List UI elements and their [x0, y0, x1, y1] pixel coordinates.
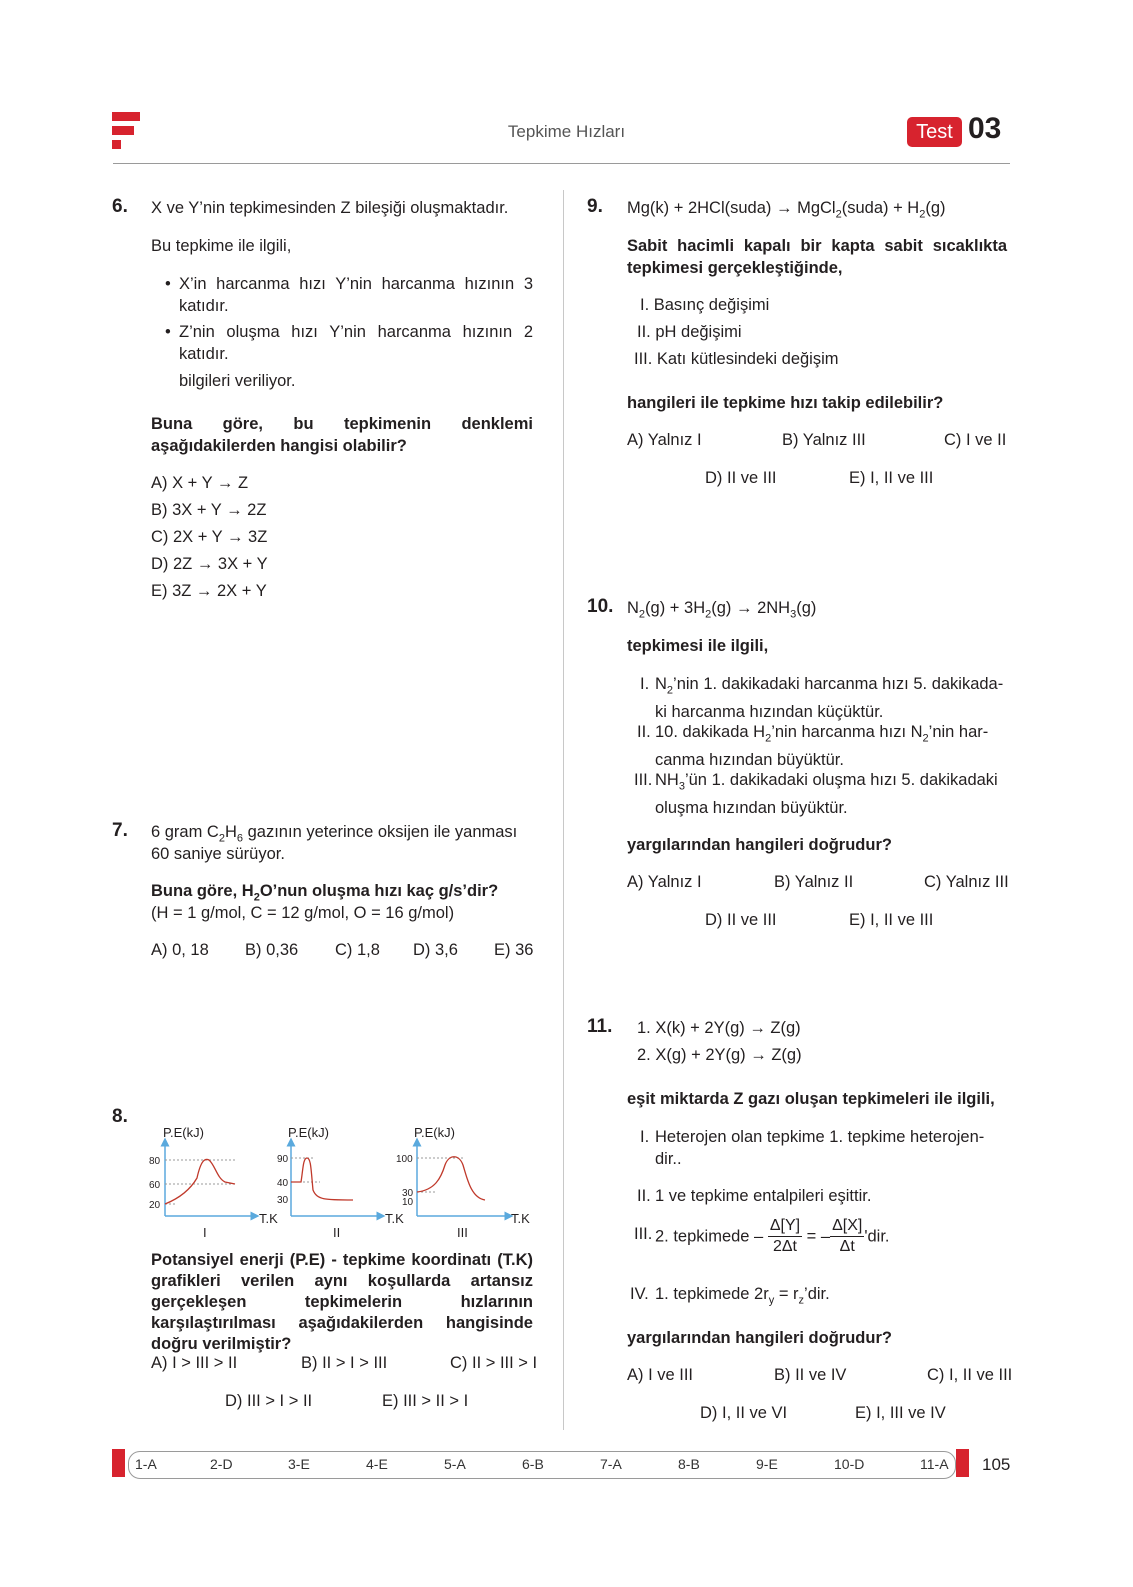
- page-number: 105: [982, 1455, 1011, 1474]
- bullet-icon: •: [165, 323, 171, 341]
- graph-1-tick-20: 20: [149, 1200, 161, 1211]
- energy-diagrams: [145, 1120, 540, 1245]
- graph-2-roman: II: [333, 1225, 341, 1240]
- question-9-equation: Mg(k) + 2HCl(suda) → MgCl$_2$(suda) + $H_2(g)$: [627, 199, 946, 221]
- answer-key-item: 10-D: [834, 1456, 865, 1472]
- question-7-masses: (H = 1 g/mol, C = 12 g/mol, O = 16 g/mol): [151, 904, 455, 922]
- question-6-option-b[interactable]: B) 3X + Y → 2Z: [151, 501, 267, 519]
- question-8-option-e[interactable]: E) III > II > I: [382, 1392, 469, 1410]
- question-10-item-2: 10. dakikada $H_2’nin$ harcanma hızı $N_2’nin$ har- canma hızından büyüktür.: [655, 723, 989, 770]
- bullet-icon: •: [165, 275, 171, 293]
- question-9-prompt: hangileri ile tepkime hızı takip edilebilir?: [627, 394, 944, 412]
- answer-key-item: 9-E: [756, 1456, 778, 1472]
- question-9-number: 9.: [587, 196, 603, 217]
- graph-1-tick-60: 60: [149, 1180, 161, 1191]
- question-11-reaction-1: 1. X(k) + 2Y(g) → Z(g): [637, 1019, 801, 1037]
- question-11-option-a[interactable]: A) I ve III: [627, 1366, 694, 1384]
- graph-2-ylabel: P.E(kJ): [288, 1125, 329, 1140]
- question-6-bullet-1: X’in harcanma hızı Y’nin harcanma hızının 3 katıdır.: [179, 275, 533, 315]
- question-9-option-a[interactable]: A) Yalnız I: [627, 431, 702, 449]
- graph-1-tick-80: 80: [149, 1156, 161, 1167]
- question-6-option-d[interactable]: D) 2Z → 3X + Y: [151, 555, 268, 573]
- test-number: 03: [968, 112, 1002, 145]
- question-9-option-b[interactable]: B) Yalnız III: [782, 431, 866, 449]
- question-10-item-1: $N_2’nin$ 1. dakikadaki harcanma hızı 5. dakikada- ki harcanma hızından küçüktür.: [655, 675, 1004, 722]
- question-9-item-1: I. Basınç değişimi: [640, 296, 770, 314]
- question-9-option-c[interactable]: C) I ve II: [944, 431, 1007, 449]
- fraction-y: $\frac{\Delta[Y]}{2\Delta t}$: [769, 1217, 801, 1255]
- question-7-line-2: 60 saniye sürüyor.: [151, 845, 285, 863]
- question-11-item-1: Heterojen olan tepkime 1. tepkime heterojen- dir..: [655, 1128, 985, 1168]
- fraction-x: $\frac{\Delta[X]}{\Delta t}$: [832, 1217, 863, 1255]
- graph-3-xlabel: T.K: [511, 1211, 530, 1226]
- question-8-prompt: Potansiyel enerji (P.E) - tepkime koordinatı (T.K) grafikleri verilen aynı koşullarda artansız gerçekleşen tepkimelerin hızlarının karşılaştırılması aşağıdakilerden hangisinde doğru verilmiştir?: [151, 1251, 533, 1353]
- question-11-option-e[interactable]: E) I, III ve IV: [855, 1404, 946, 1422]
- graph-2-tick-90: 90: [277, 1154, 289, 1165]
- question-11-item-1-num: I.: [640, 1128, 650, 1146]
- question-10-item-1-num: I.: [640, 675, 650, 693]
- question-10-equation: $N_2(g) + 3H_2(g) \to 2NH_3(g)$: [627, 599, 817, 621]
- energy-diagram-iii: [396, 1125, 530, 1240]
- question-8-option-d[interactable]: D) III > I > II: [225, 1392, 313, 1410]
- graph-3-roman: III: [457, 1225, 468, 1240]
- question-10-option-a[interactable]: A) Yalnız I: [627, 873, 702, 891]
- question-11-option-d[interactable]: D) I, II ve VI: [700, 1404, 788, 1422]
- graph-3-tick-10: 10: [402, 1197, 414, 1208]
- question-6-number: 6.: [112, 196, 128, 217]
- graph-2-tick-30: 30: [277, 1195, 289, 1206]
- question-10-item-2-num: II.: [637, 723, 651, 741]
- question-9-option-d[interactable]: D) II ve III: [705, 469, 777, 487]
- question-7-option-c[interactable]: C) 1,8: [335, 941, 380, 959]
- question-11-option-c[interactable]: C) I, II ve III: [927, 1366, 1013, 1384]
- graph-1-ylabel: P.E(kJ): [163, 1125, 204, 1140]
- question-10-prompt: yargılarından hangileri doğrudur?: [627, 836, 892, 854]
- question-10-lead: tepkimesi ile ilgili,: [627, 637, 769, 655]
- question-10-option-b[interactable]: B) Yalnız II: [774, 873, 854, 891]
- answer-key-item: 2-D: [210, 1456, 233, 1472]
- question-11-number: 11.: [587, 1016, 613, 1037]
- question-7-option-a[interactable]: A) 0, 18: [151, 941, 209, 959]
- graph-1-roman: I: [203, 1225, 207, 1240]
- question-11-lead: eşit miktarda Z gazı oluşan tepkimeleri ile ilgili,: [627, 1090, 995, 1108]
- question-10-option-d[interactable]: D) II ve III: [705, 911, 777, 929]
- footer-accent-right: [956, 1449, 969, 1477]
- question-6-option-a[interactable]: A) X + Y → Z: [151, 474, 249, 492]
- question-6-bullet-2: Z’nin oluşma hızı Y’nin harcanma hızının 2 katıdır.: [179, 323, 533, 363]
- answer-key-item: 7-A: [600, 1456, 622, 1472]
- question-6-intro: X ve Y’nin tepkimesinden Z bileşiği oluşmaktadır.: [151, 199, 509, 217]
- question-8-option-c[interactable]: C) II > III > I: [450, 1354, 538, 1372]
- question-6-option-c[interactable]: C) 2X + Y → 3Z: [151, 528, 268, 546]
- question-8-option-b[interactable]: B) II > I > III: [301, 1354, 388, 1372]
- graph-2-xlabel: T.K: [385, 1211, 404, 1226]
- question-9-item-2: II. pH değişimi: [637, 323, 742, 341]
- footer-accent-left: [112, 1449, 125, 1477]
- header-divider: [113, 163, 1010, 164]
- graph-3-tick-100: 100: [396, 1154, 413, 1165]
- question-9-item-3: III. Katı kütlesindeki değişim: [634, 350, 839, 368]
- question-11-item-4: 1. tepkimede $2r_y$ = $r_z’dir$.: [655, 1285, 830, 1307]
- answer-key-item: 1-A: [135, 1456, 157, 1472]
- answer-key-item: 5-A: [444, 1456, 466, 1472]
- question-11-reaction-2: 2. X(g) + 2Y(g) → Z(g): [637, 1046, 802, 1064]
- question-7-prompt: Buna göre, $H_2O’nun$ oluşma hızı kaç g/s’dir?: [151, 882, 499, 904]
- energy-diagram-i: [149, 1125, 278, 1240]
- energy-diagram-ii: [277, 1125, 404, 1240]
- answer-key-item: 11-A: [920, 1456, 949, 1472]
- question-6-lead: Bu tepkime ile ilgili,: [151, 237, 292, 255]
- question-7-option-d[interactable]: D) 3,6: [413, 941, 458, 959]
- question-7-option-e[interactable]: E) 36: [494, 941, 534, 959]
- question-11-item-2-num: II.: [637, 1187, 651, 1205]
- question-11-item-3-num: III.: [634, 1225, 653, 1243]
- question-8-number: 8.: [112, 1106, 128, 1127]
- graph-1-xlabel: T.K: [259, 1211, 278, 1226]
- column-divider: [563, 190, 564, 1430]
- question-11-item-4-num: IV.: [630, 1285, 649, 1303]
- answer-key-item: 4-E: [366, 1456, 388, 1472]
- question-11-item-3: 2. tepkimede – $\frac{\Delta[Y]}{2\Delta t}$ = – $\frac{\Delta[X]}{\Delta t}'dir$.: [655, 1217, 890, 1255]
- question-11-item-2: 1 ve tepkime entalpileri eşittir.: [655, 1187, 872, 1205]
- question-10-item-3: $NH_3’ün$ 1. dakikadaki oluşma hızı 5. dakikadaki oluşma hızından büyüktür.: [655, 771, 998, 818]
- question-7-line-1: 6 gram $C_2H_6$ gazının yeterince oksijen ile yanması: [151, 823, 518, 845]
- test-badge: Test: [907, 117, 962, 147]
- question-11-prompt: yargılarından hangileri doğrudur?: [627, 1329, 892, 1347]
- question-8-option-a[interactable]: A) I > III > II: [151, 1354, 238, 1372]
- answer-key-item: 8-B: [678, 1456, 700, 1472]
- question-11-option-b[interactable]: B) II ve IV: [774, 1366, 847, 1384]
- question-6-prompt: Buna göre, bu tepkimenin denklemi aşağıdakilerden hangisi olabilir?: [151, 415, 533, 455]
- question-7-option-b[interactable]: B) 0,36: [245, 941, 299, 959]
- question-10-item-3-num: III.: [634, 771, 653, 789]
- answer-key-item: 6-B: [522, 1456, 544, 1472]
- graph-2-tick-40: 40: [277, 1178, 289, 1189]
- question-10-number: 10.: [587, 596, 614, 617]
- graph-3-ylabel: P.E(kJ): [414, 1125, 455, 1140]
- question-7-number: 7.: [112, 820, 128, 841]
- question-10-option-e[interactable]: E) I, II ve III: [849, 911, 934, 929]
- question-6-tail: bilgileri veriliyor.: [179, 372, 296, 390]
- answer-key-item: 3-E: [288, 1456, 310, 1472]
- question-9-option-e[interactable]: E) I, II ve III: [849, 469, 934, 487]
- page-title: Tepkime Hızları: [507, 122, 626, 141]
- question-6-option-e[interactable]: E) 3Z → 2X + Y: [151, 582, 267, 600]
- question-9-lead: Sabit hacimli kapalı bir kapta sabit sıcaklıkta tepkimesi gerçekleştiğinde,: [627, 237, 1007, 277]
- graph-3-tick-30: 30: [402, 1188, 414, 1199]
- question-10-option-c[interactable]: C) Yalnız III: [924, 873, 1009, 891]
